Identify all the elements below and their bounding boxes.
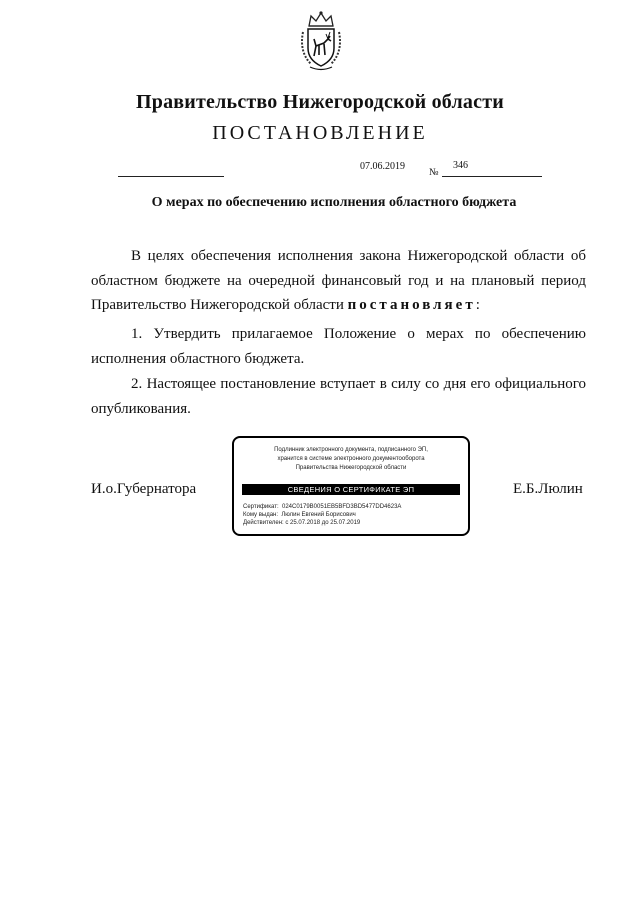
document-subject: О мерах по обеспечению исполнения областного бюджета: [151, 195, 517, 210]
stamp-note-line-1: Подлинник электронного документа, подписанного ЭП,: [274, 447, 428, 453]
body-paragraph-3: 2. Настоящее постановление вступает в силу со дня его официального опубликования.: [91, 376, 586, 417]
paragraph-1-text: В целях обеспечения исполнения закона Нижегородской области об областном бюджете на очередной финансовый год и на плановый период Правительство Нижегородской области: [91, 248, 586, 313]
owner-label: Кому выдан:: [243, 512, 279, 518]
coat-of-arms-emblem: [297, 10, 345, 72]
document-number: 346: [453, 160, 468, 171]
body-paragraph-2: 1. Утвердить прилагаемое Положение о мерах по обеспечению исполнения областного бюджета.: [91, 326, 586, 367]
body-paragraph-1: [91, 244, 586, 318]
stamp-note: [234, 446, 468, 473]
certificate-value: 024C0179B0051EB5BFD3BD5477DD4623A: [281, 504, 402, 510]
validity-label: Действителен:: [243, 520, 284, 526]
stamp-certificate-line: [243, 504, 401, 510]
document-type-title: ПОСТАНОВЛЕНИЕ: [212, 122, 428, 144]
number-sign: №: [429, 167, 439, 178]
stamp-certificate-header: СВЕДЕНИЯ О СЕРТИФИКАТЕ ЭП: [242, 484, 460, 495]
stamp-validity-line: [243, 520, 360, 526]
certificate-label: Сертификат:: [243, 504, 279, 510]
document-date: 07.06.2019: [360, 161, 405, 172]
owner-value: Люлин Евгений Борисович: [281, 512, 356, 518]
stamp-note-line-2: хранится в системе электронного документооборота: [277, 456, 425, 462]
paragraph-1-end: :: [475, 297, 480, 313]
validity-value: с 25.07.2018 до 25.07.2019: [285, 520, 361, 526]
stamp-owner-line: [243, 512, 356, 518]
signer-position: И.о.Губернатора: [91, 481, 197, 497]
stamp-note-line-3: Правительства Нижегородской области: [295, 465, 407, 471]
organization-title: Правительство Нижегородской области: [136, 91, 504, 113]
number-underline: [442, 176, 542, 177]
signer-name: Е.Б.Люлин: [513, 481, 583, 497]
paragraph-1-emphasis: постановляет: [347, 297, 476, 313]
electronic-signature-stamp: [232, 436, 470, 536]
left-blank-line: [118, 176, 224, 177]
